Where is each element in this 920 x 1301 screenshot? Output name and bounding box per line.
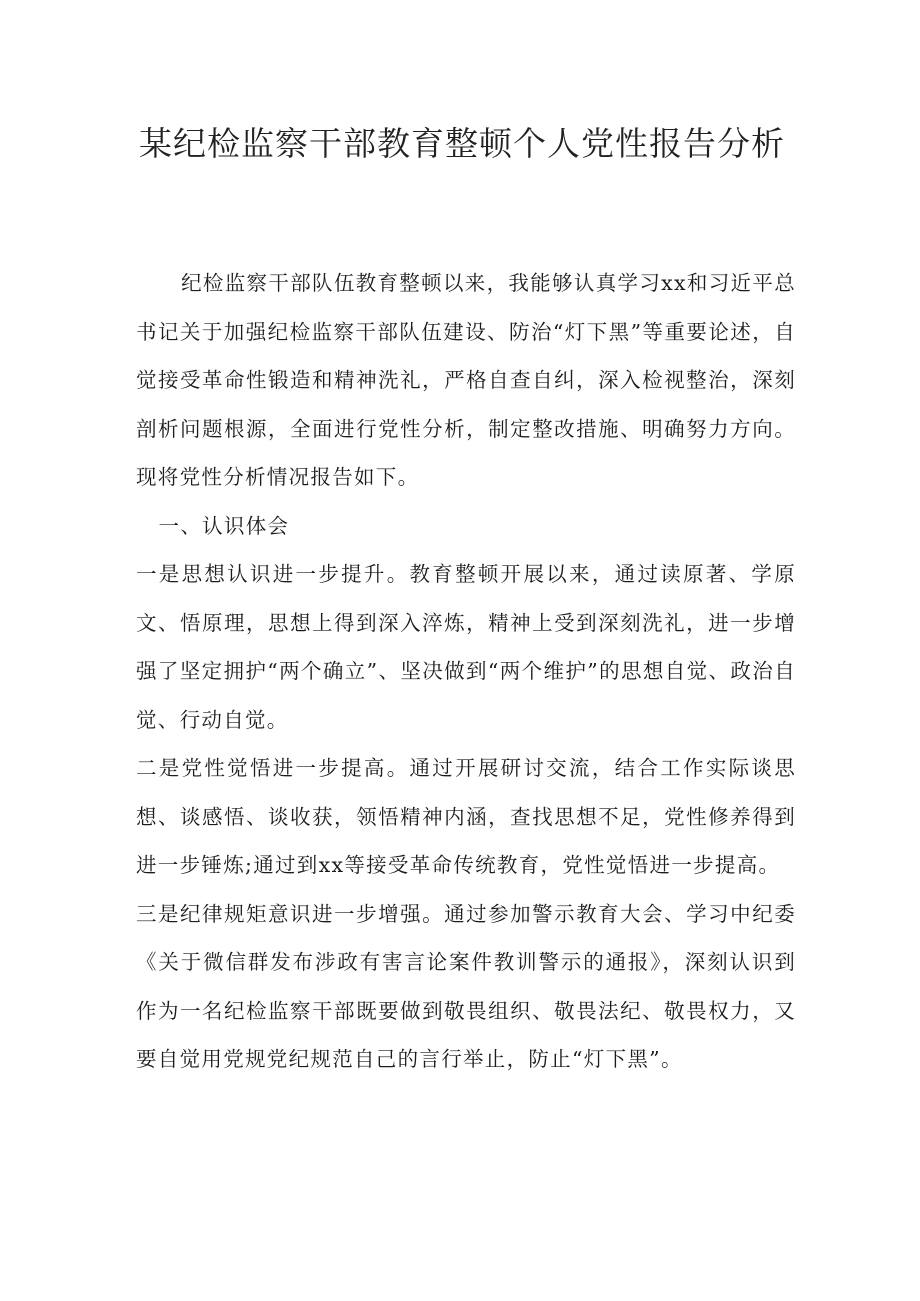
document-body <box>136 259 796 1084</box>
point-paragraph-1: 一是思想认识进一步提升。教育整顿开展以来，通过读原著、学原文、悟原理，思想上得到深入淬炼，精神上受到深刻洗礼，进一步增强了坚定拥护“两个确立”、坚决做到“两个维护”的思想自觉、政治自觉、行动自觉。 <box>136 562 796 732</box>
section-heading-recognition: 一、认识体会 <box>158 513 290 538</box>
point-paragraph-3: 三是纪律规矩意识进一步增强。通过参加警示教育大会、学习中纪委《关于微信群发布涉政有害言论案件教训警示的通报》，深刻认识到作为一名纪检监察干部既要做到敬畏组织、敬畏法纪、敬畏权力，又要自觉用党规党纪规范自己的言行举止，防止“灯下黑”。 <box>136 901 796 1071</box>
document-title: 某纪检监察干部教育整顿个人党性报告分析 <box>139 124 785 163</box>
point-paragraph-2: 二是党性觉悟进一步提高。通过开展研讨交流，结合工作实际谈思想、谈感悟、谈收获，领悟精神内涵，查找思想不足，党性修养得到进一步锤炼;通过到xx等接受革命传统教育，党性觉悟进一步提高。 <box>136 756 796 877</box>
intro-paragraph: 纪检监察干部队伍教育整顿以来，我能够认真学习xx和习近平总书记关于加强纪检监察干部队伍建设、防治“灯下黑”等重要论述，自觉接受革命性锻造和精神洗礼，严格自查自纠，深入检视整治，深刻剖析问题根源，全面进行党性分析，制定整改措施、明确努力方向。现将党性分析情况报告如下。 <box>136 271 796 489</box>
